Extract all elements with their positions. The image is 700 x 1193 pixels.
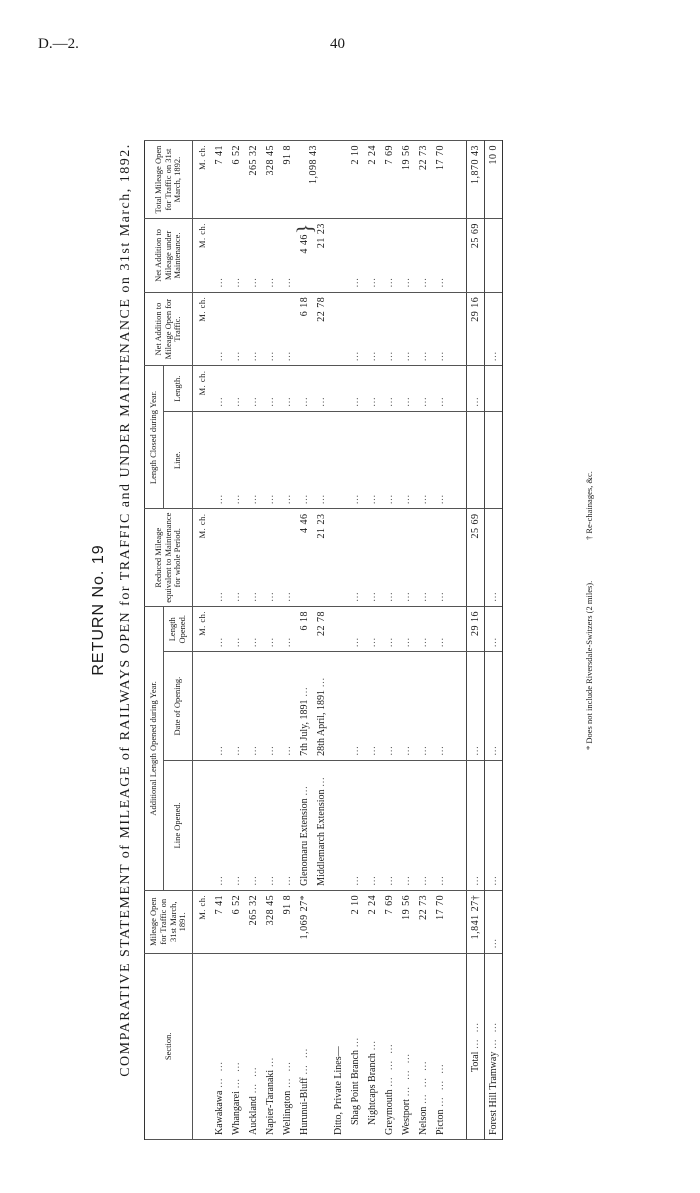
section-name: Forest Hill Tramway: [488, 1051, 500, 1135]
open-1891-value: 265 32: [245, 890, 262, 953]
net-maint-value: 4 46}: [296, 219, 313, 293]
total-1892-value: 265 32: [245, 141, 262, 219]
open-1891-value: 2 10: [347, 890, 364, 953]
col-closed-group: Length Closed during Year.: [145, 366, 164, 509]
total-row: Total … … 1,841 27† … … 29 16 25 69 … 29 16 25 69 1,870 43: [467, 141, 485, 1140]
col-net-maint: Net Addition to Mileage under Maintenance.: [145, 219, 193, 293]
unit-label: M. ch.: [193, 141, 212, 219]
section-name: Wellington: [282, 1090, 294, 1135]
col-closed-length: Length.: [164, 366, 193, 412]
total-1892-value: 1,098 43: [296, 141, 330, 219]
total-reduced: 25 69: [467, 509, 485, 607]
section-name: Picton: [435, 1109, 447, 1135]
length-opened-value: 22 78: [313, 606, 330, 652]
total-1892-value: 6 52: [228, 141, 245, 219]
total-1892-value: 2 24: [364, 141, 381, 219]
net-open-value: 6 18: [296, 292, 313, 366]
reduced-mileage-value: 21 23: [313, 509, 330, 607]
total-1892-value: 2 10: [347, 141, 364, 219]
table-row: Shag Point Branch … 2 10 … … … … … … … … 2 10: [347, 141, 364, 1140]
col-additional-group: Additional Length Opened during Year.: [145, 606, 164, 890]
total-1892-value: 7 41: [211, 141, 228, 219]
footnote-dagger: † Re-chainages, &c.: [584, 471, 594, 540]
table-row: Napier-Taranaki … 328 45 … … … … … … … … 328 45: [262, 141, 279, 1140]
total-1892-value: 10 0: [485, 141, 503, 219]
table-row: Wellington … … 91 8 … … … … … … … … 91 8: [279, 141, 296, 1140]
line-opened-name: Glenomaru Extension …: [296, 760, 313, 890]
section-name: Westport: [401, 1099, 413, 1135]
col-length-opened: Length Opened.: [164, 606, 193, 652]
open-1891-value: 7 41: [211, 890, 228, 953]
col-total-1892: Total Mileage Open for Traffic on 31st March, 1892.: [145, 141, 193, 219]
document-reference: D.—2.: [38, 36, 79, 52]
section-name: Kawakawa: [214, 1090, 226, 1135]
section-name: Napier-Taranaki: [265, 1069, 277, 1135]
open-1891-value: 17 70: [432, 890, 449, 953]
statement-title: COMPARATIVE STATEMENT of MILEAGE of RAILWAYS OPEN for TRAFFIC and UNDER MAINTENANCE on 31st March, 1892.: [118, 143, 133, 1077]
table-row: Nelson … … … 22 73 … … … … … … … … 22 73: [415, 141, 432, 1140]
unit-label: M. ch.: [193, 366, 212, 412]
length-opened-value: 6 18: [296, 606, 313, 652]
total-length-opened: 29 16: [467, 606, 485, 652]
total-1892-value: 91 8: [279, 141, 296, 219]
unit-label: M. ch.: [193, 509, 212, 607]
return-title: RETURN No. 19: [90, 544, 107, 676]
net-open-value: 22 78: [313, 292, 330, 366]
open-1891-value: 19 56: [398, 890, 415, 953]
total-net-maint: 25 69: [467, 219, 485, 293]
table-row: Middlemarch Extension … 28th April, 1891 … 22 78 21 23 … … 22 78 21 23: [313, 141, 330, 1140]
total-1892-value: 22 73: [415, 141, 432, 219]
rotated-table-sheet: [88, 70, 648, 1150]
unit-label: M. ch.: [193, 606, 212, 652]
total-open-1891: 1,841 27†: [467, 890, 485, 953]
open-1891-value: 2 24: [364, 890, 381, 953]
section-name: Ditto, Private Lines—: [330, 953, 347, 1139]
total-1892-value: 328 45: [262, 141, 279, 219]
col-open-1891: Mileage Open for Traffic on 31st March, 1891.: [145, 890, 193, 953]
table-row: Hurunui-Bluff … … 1,069 27* Glenomaru Extension … 7th July, 1891 … 6 18 4 46 … … 6 18 4 46} 1,098 43: [296, 141, 313, 1140]
open-1891-value: 6 52: [228, 890, 245, 953]
table-row: Kawakawa … … 7 41 … … … … … … … … 7 41: [211, 141, 228, 1140]
table-row: Whangarei … … 6 52 … … … … … … … … 6 52: [228, 141, 245, 1140]
col-section: Section.: [145, 953, 193, 1139]
line-opened-name: Middlemarch Extension …: [313, 760, 330, 890]
table-row: Nightcaps Branch … 2 24 … … … … … … … … 2 24: [364, 141, 381, 1140]
open-1891-value: 7 69: [381, 890, 398, 953]
col-closed-line: Line.: [164, 411, 193, 509]
table-row: Greymouth … … … 7 69 … … … … … … … … 7 69: [381, 141, 398, 1140]
section-name: Whangarei: [231, 1091, 243, 1135]
date-of-opening: 28th April, 1891 …: [313, 652, 330, 760]
date-of-opening: 7th July, 1891 …: [296, 652, 313, 760]
open-1891-value: 91 8: [279, 890, 296, 953]
footnote-star: * Does not include Riversdale-Switzers (2 miles).: [584, 580, 594, 750]
section-name: Greymouth: [384, 1089, 396, 1135]
total-1892-value: 7 69: [381, 141, 398, 219]
total-label: Total: [470, 1051, 482, 1073]
open-1891-value: 22 73: [415, 890, 432, 953]
table-row: [330, 141, 347, 1140]
page-number: 40: [330, 36, 345, 52]
total-1892-value: 17 70: [432, 141, 449, 219]
table-row: Picton … … … 17 70 … … … … … … … … 17 70: [432, 141, 449, 1140]
total-1892-value: 19 56: [398, 141, 415, 219]
table-row: Forest Hill Tramway … … … … … … … … 10 0: [485, 141, 503, 1140]
table-row: Auckland … … 265 32 … … … … … … … … 265 32: [245, 141, 262, 1140]
col-net-open: Net Addition to Mileage Open for Traffic.: [145, 292, 193, 366]
net-maint-value: 21 23: [313, 219, 330, 293]
table-row: Westport … … … 19 56 … … … … … … … … 19 56: [398, 141, 415, 1140]
section-name: Hurunui-Bluff: [299, 1077, 311, 1135]
total-net-open: 29 16: [467, 292, 485, 366]
section-name: Nightcaps Branch: [367, 1053, 379, 1125]
mileage-table: [144, 140, 503, 1140]
section-name: Shag Point Branch: [350, 1050, 362, 1125]
open-1891-value: 328 45: [262, 890, 279, 953]
reduced-mileage-value: 4 46: [296, 509, 313, 607]
col-reduced: Reduced Mileage equivalent to Maintenance for whole Period.: [145, 509, 193, 607]
total-1892: 1,870 43: [467, 141, 485, 219]
units-row: [193, 141, 212, 1140]
section-name: Nelson: [418, 1106, 430, 1135]
col-date-opening: Date of Opening.: [164, 652, 193, 760]
unit-label: M. ch.: [193, 292, 212, 366]
col-line-opened: Line Opened.: [164, 760, 193, 890]
open-1891-value: 1,069 27*: [296, 890, 313, 953]
unit-label: M. ch.: [193, 219, 212, 293]
section-name: Auckland: [248, 1096, 260, 1135]
unit-label: M. ch.: [193, 890, 212, 953]
